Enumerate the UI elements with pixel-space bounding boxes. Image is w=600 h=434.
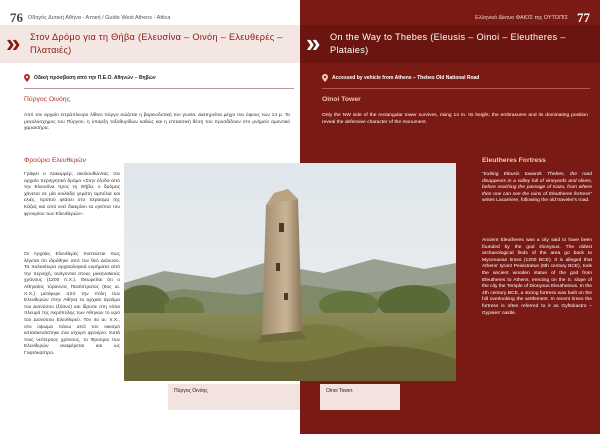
right-section2-quote: "Exiting Eleusis towards Thebes, the road disappears in a valley full of vineyards and olives, before reaching the passage of Kaza, from where then one can see the ruins of Eleutheres fortress" — [482, 172, 592, 197]
right-section2-quote-block — [482, 172, 592, 205]
left-title-band — [0, 25, 300, 63]
right-section2-heading: Eleutheres Fortress — [482, 157, 546, 164]
right-page-number: 77 — [577, 10, 590, 25]
left-running-head: Οδηγός Δυτική Αθήνα - Αττική / Guide West Athens - Attica — [28, 15, 171, 21]
oinoi-tower-photo — [124, 163, 456, 381]
right-access-text: Accessed by vehicle from Athens – Thebes Old National Road — [332, 75, 480, 81]
right-section1-heading: Oinoi Tower — [322, 96, 361, 103]
left-photo-caption: Πύργος Οινόης — [174, 388, 208, 394]
right-title: On the Way to Thebes (Eleusis – Oinoi – Eleutheres – Plataies) — [330, 32, 566, 55]
left-page-number: 76 — [10, 10, 23, 25]
left-section2-para1: Γράφει ο Λακαρμέρ, ακολουθώντας τον αρχαίο περιηγητικό δρόμο «Στην έξοδο από την Ελευσίνα προς τη Θήβα, ο δρόμος χάνεται σε μία κοιλάδα γεμάτη αμπέλια και ελιές, προτού φτάσει στο πέρασμα της Κάζας και από εκεί διακρίνει τα ερείπια του φρουρίου των Ελευθερών». — [24, 172, 120, 217]
left-divider — [24, 88, 294, 89]
left-section1-body: Από τον αρχαίο τετράπλευρο λίθινο πύργο σώζεται η βορειοδυτική του γωνία. Διατηρείται μέχρι του ύψους των 14 μ. Το μεγαλόσχημος του Πύργου, η ύπαρξη τοξοθυρίδων καθώς και η επιτακτική θέση του προσδίδουν στο μνημείο αμυντικό χαρακτήρα. — [24, 113, 290, 132]
right-title-band — [300, 25, 600, 63]
left-access-line — [24, 72, 156, 84]
left-title: Στον Δρόμο για τη Θήβα (Ελευσίνα – Οινόη – Ελευθερές – Πλαταιές) — [30, 32, 283, 55]
right-section2-quote-attr: writes Lacarriere, following the old traveler's road. — [482, 198, 590, 204]
right-section2-para: Ancient Eleutheres was a city said to have been founded by the god Dionysus. The oldest archaeological finds of the area go back to Mycenaean times (1200 BCE). It is alleged that Athens' tyrant Peisistratus (6th century BCE), took the ancient wooden statue of the god from Eleutheres to Athens, erecting on the S. slope of the city the Temple of Dionysus Eleuthereus. In the 4th century BCE, a strong fortress was built on the hill overlooking the settlement. In recent times the fortress is often referred to it as Gyftokastro – Gypsies' castle. — [482, 238, 593, 316]
left-section2-para2: Οι Αρχαίες Ελευθερές πιστεύεται πως λέγεται ότι ιδρύθηκε από τον θεό Διόνυσο. Τα παλαιότερα αρχαιολογικά ευρήματα από την περιοχή, ανάγονται στους μυκηναϊκούς χρόνους (1200 π.Χ.). Θεωρείται ότι ο Αθηναίος τύραννος Πεισίστρατος (6ος αι. π.Χ.) μετέφερε από την πόλη των Ελευθερών στην Αθήνα το αρχαίο άγαλμα του Διονύσου (ξόανο) και ίδρυσε στη νότια πλευρά της Ακρόπολης των Αθηνών το ιερό του Διονύσου Ελευθερεύ. Τον 4ο αι. π.Χ., στο ύψωμα πάνω από τον οικισμό κατασκευάστηκε ένα ισχυρό φρούριο. Κατά τους νεότερους χρόνους, το Φρούριο των Ελευθερών αναφέρεται και ως Γυφτόκαστρο. — [24, 252, 120, 356]
left-section1-heading: Πύργος Οινόης — [24, 96, 70, 103]
right-section1-body: Only the NW side of the rectangular tower survives, rising 14 m. Its height, the embrasures and its dominating position reveal the defensive character of the monument. — [322, 113, 588, 125]
left-photo-caption-box — [168, 384, 300, 410]
chevron-right-icon: » — [306, 28, 321, 58]
chevron-right-icon: » — [6, 28, 21, 58]
right-divider — [322, 88, 590, 89]
right-running-head: Ελληνικό Δίκτυο ΦΑΙΟΣ της ΟΥΤΟΠΙΣ — [475, 15, 568, 21]
location-pin-icon — [24, 74, 30, 82]
right-photo-caption-box — [320, 384, 400, 410]
right-photo-caption: Oinoi Tower. — [326, 388, 354, 394]
left-section2-heading: Φρούριο Ελευθερών — [24, 157, 86, 164]
location-pin-icon — [322, 74, 328, 82]
right-access-line — [322, 72, 479, 84]
left-access-text: Οδική πρόσβαση από την Π.Ε.Ο. Αθηνών – Θηβών — [34, 75, 156, 81]
landscape-image — [124, 163, 456, 381]
